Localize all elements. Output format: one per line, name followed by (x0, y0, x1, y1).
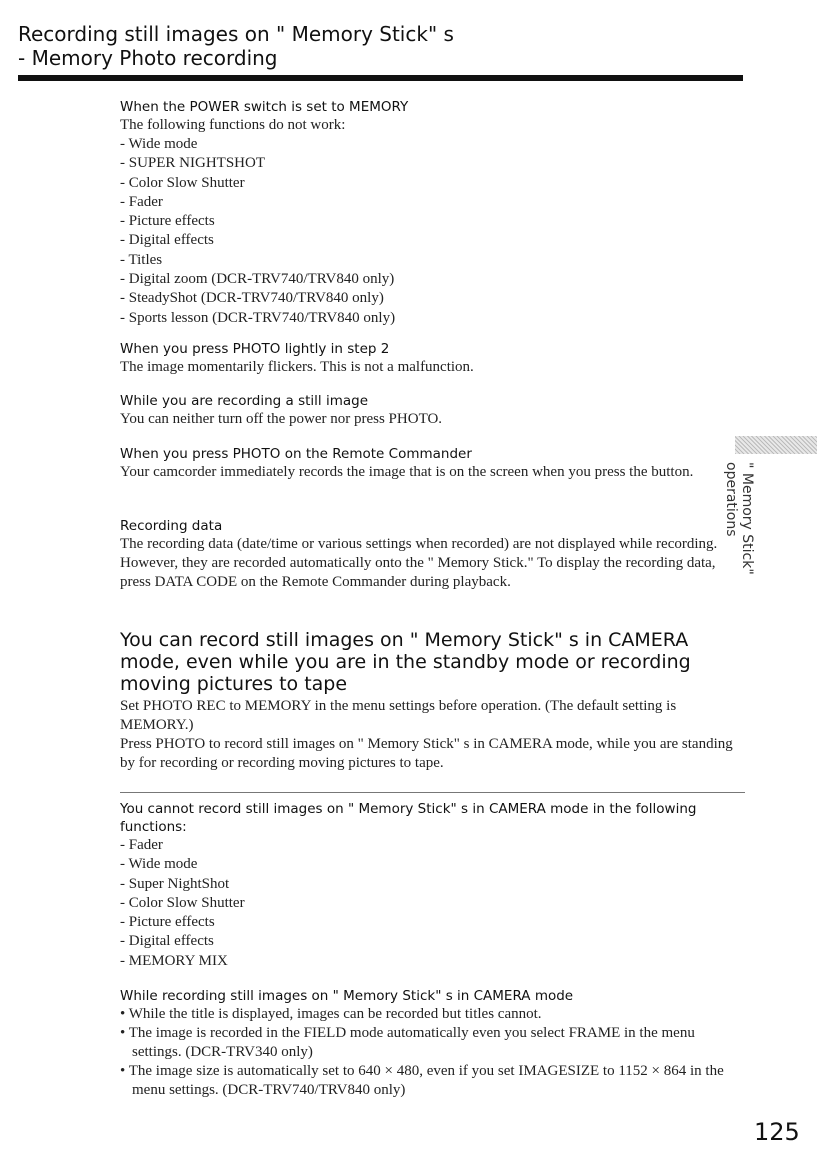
header-title-line1: Recording still images on " Memory Stick" s (18, 22, 454, 46)
list-item: - Sports lesson (DCR-TRV740/TRV840 only) (120, 309, 396, 326)
list-item: - Super NightShot (120, 875, 230, 892)
list-item: - Color Slow Shutter (120, 174, 245, 191)
section-heading: When you press PHOTO lightly in step 2 (120, 341, 390, 357)
section-body: You can neither turn off the power nor press PHOTO. (120, 411, 443, 427)
big-heading: You can record still images on " Memory Stick" s in CAMERA mode, even while you are in the standby mode or recording moving pictures to tape (120, 629, 691, 695)
big-body-2: Press PHOTO to record still images on " Memory Stick" s in CAMERA mode, while you are standing by for recording or recording moving pictures to tape. (120, 736, 733, 771)
section-heading: When you press PHOTO on the Remote Commander (120, 446, 472, 462)
big-body-1: Set PHOTO REC to MEMORY in the menu settings before operation. (The default setting is MEMORY.) (120, 698, 677, 733)
section-recording-still (120, 392, 742, 429)
section-heading: You cannot record still images on " Memory Stick" s in CAMERA mode in the following functions: (120, 801, 697, 835)
list-item: - Wide mode (120, 136, 198, 152)
section-heading: While recording still images on " Memory Stick" s in CAMERA mode (120, 988, 574, 1004)
section-body: The recording data (date/time or various settings when recorded) are not displayed while recording. However, they are recorded automatically onto the " Memory Stick." To display the recording data, press DATA CODE on the Remote Commander during playback. (120, 536, 718, 590)
side-tab-pattern (735, 436, 817, 454)
section-cannot-record (120, 800, 720, 971)
section-divider (120, 792, 745, 793)
header-rule (18, 75, 743, 81)
list-item: - Fader (120, 837, 163, 853)
section-standby (120, 697, 742, 773)
section-body: The image momentarily flickers. This is not a malfunction. (120, 359, 474, 375)
side-tab-label: " Memory Stick" operations (723, 462, 755, 575)
list-item: - Digital effects (120, 232, 214, 249)
bullet-item: • The image is recorded in the FIELD mode automatically even you select FRAME in the menu settings. (DCR-TRV340 only) (120, 1025, 695, 1060)
section-intro: The following functions do not work: (120, 117, 346, 133)
list-item: - MEMORY MIX (120, 952, 228, 969)
list-item: - Fader (120, 193, 163, 210)
section-body: Your camcorder immediately records the image that is on the screen when you press the button. (120, 464, 694, 480)
section-heading: When the POWER switch is set to MEMORY (120, 99, 409, 115)
bullet-item: • The image size is automatically set to 640 × 480, even if you set IMAGESIZE to 1152 × 864 in the menu settings. (DCR-TRV740/TRV840 only) (120, 1063, 724, 1098)
page-header (18, 22, 454, 70)
list-item: - Digital effects (120, 933, 214, 950)
list-item: - Picture effects (120, 914, 215, 931)
section-while-recording (120, 987, 745, 1100)
section-recording-data (120, 517, 732, 592)
list-item: - Wide mode (120, 856, 198, 873)
section-heading: While you are recording a still image (120, 393, 368, 409)
list-item: - Color Slow Shutter (120, 894, 245, 911)
list-item: - SteadyShot (DCR-TRV740/TRV840 only) (120, 290, 384, 307)
page-number: 125 (754, 1118, 800, 1146)
section-photo-lightly (120, 340, 742, 377)
section-remote-commander (120, 445, 730, 482)
list-item: - Digital zoom (DCR-TRV740/TRV840 only) (120, 271, 395, 288)
header-title-line2: - Memory Photo recording (18, 46, 278, 70)
list-item: - SUPER NIGHTSHOT (120, 155, 266, 172)
section-power-memory (120, 98, 742, 328)
section-heading: Recording data (120, 518, 223, 534)
list-item: - Picture effects (120, 213, 215, 230)
bullet-item: • While the title is displayed, images can be recorded but titles cannot. (120, 1006, 542, 1022)
list-item: - Titles (120, 251, 163, 268)
